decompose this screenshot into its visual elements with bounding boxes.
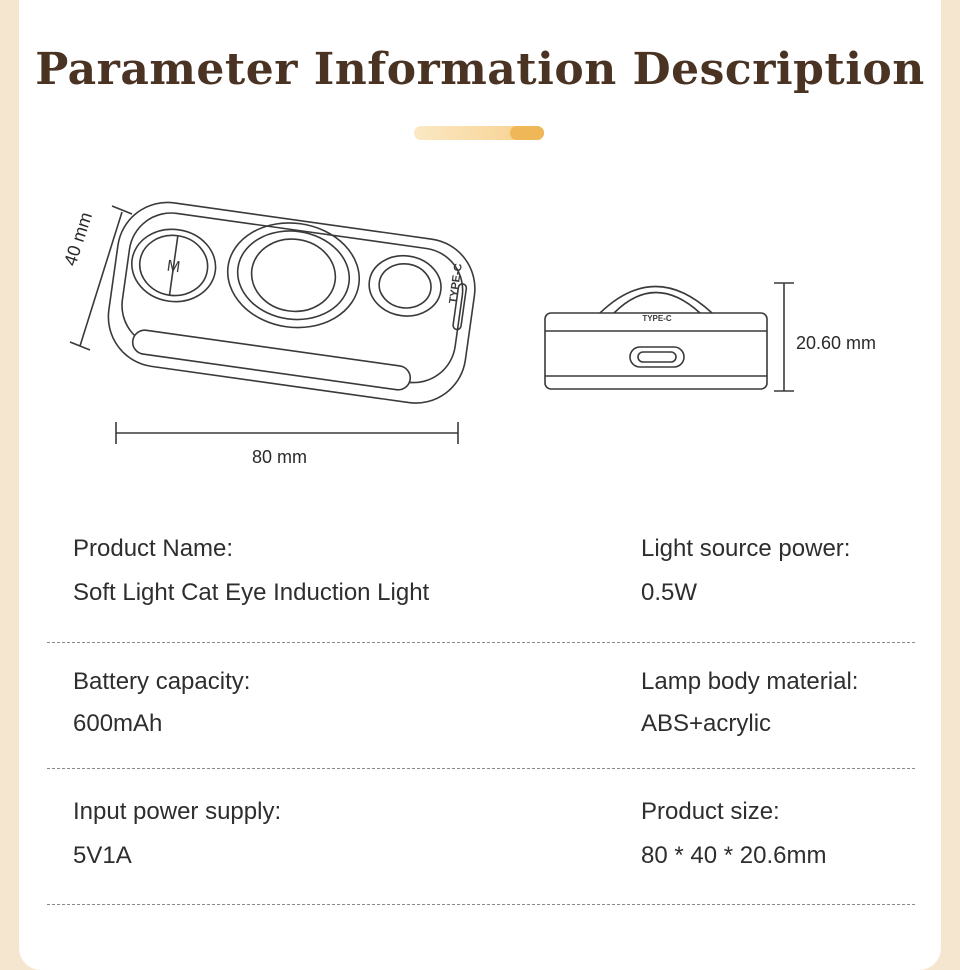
depth-dimension-line — [774, 283, 794, 391]
side-view — [545, 287, 767, 390]
width-dimension-line — [116, 422, 458, 444]
param-label-input-power: Input power supply: — [73, 798, 282, 825]
side-view-body — [545, 313, 767, 389]
mode-button-label: M — [165, 257, 182, 277]
front-view — [102, 196, 481, 409]
depth-dimension-label: 20.60 mm — [796, 333, 877, 353]
side-port-label: TYPE-C — [642, 314, 672, 323]
param-label-product-size: Product size: — [641, 798, 780, 825]
param-value-product-size: 80 * 40 * 20.6mm — [641, 842, 827, 869]
page-title: Parameter Information Description — [35, 44, 925, 95]
divider — [47, 768, 915, 769]
width-dimension-label: 80 mm — [252, 447, 308, 467]
param-value-product-name: Soft Light Cat Eye Induction Light — [73, 579, 430, 606]
divider — [47, 642, 915, 643]
port-label: TYPE-C — [447, 262, 465, 305]
accent-knob — [510, 126, 544, 140]
param-label-product-name: Product Name: — [73, 535, 234, 562]
divider — [47, 904, 915, 905]
param-value-light-power: 0.5W — [641, 579, 698, 606]
param-label-light-power: Light source power: — [641, 535, 851, 562]
param-value-material: ABS+acrylic — [641, 710, 772, 737]
param-value-input-power: 5V1A — [73, 842, 132, 869]
param-value-battery: 600mAh — [73, 710, 163, 737]
title-accent-bar — [414, 126, 544, 140]
param-label-material: Lamp body material: — [641, 668, 859, 695]
param-label-battery: Battery capacity: — [73, 668, 251, 695]
height-dimension-label: 40 mm — [60, 209, 97, 269]
